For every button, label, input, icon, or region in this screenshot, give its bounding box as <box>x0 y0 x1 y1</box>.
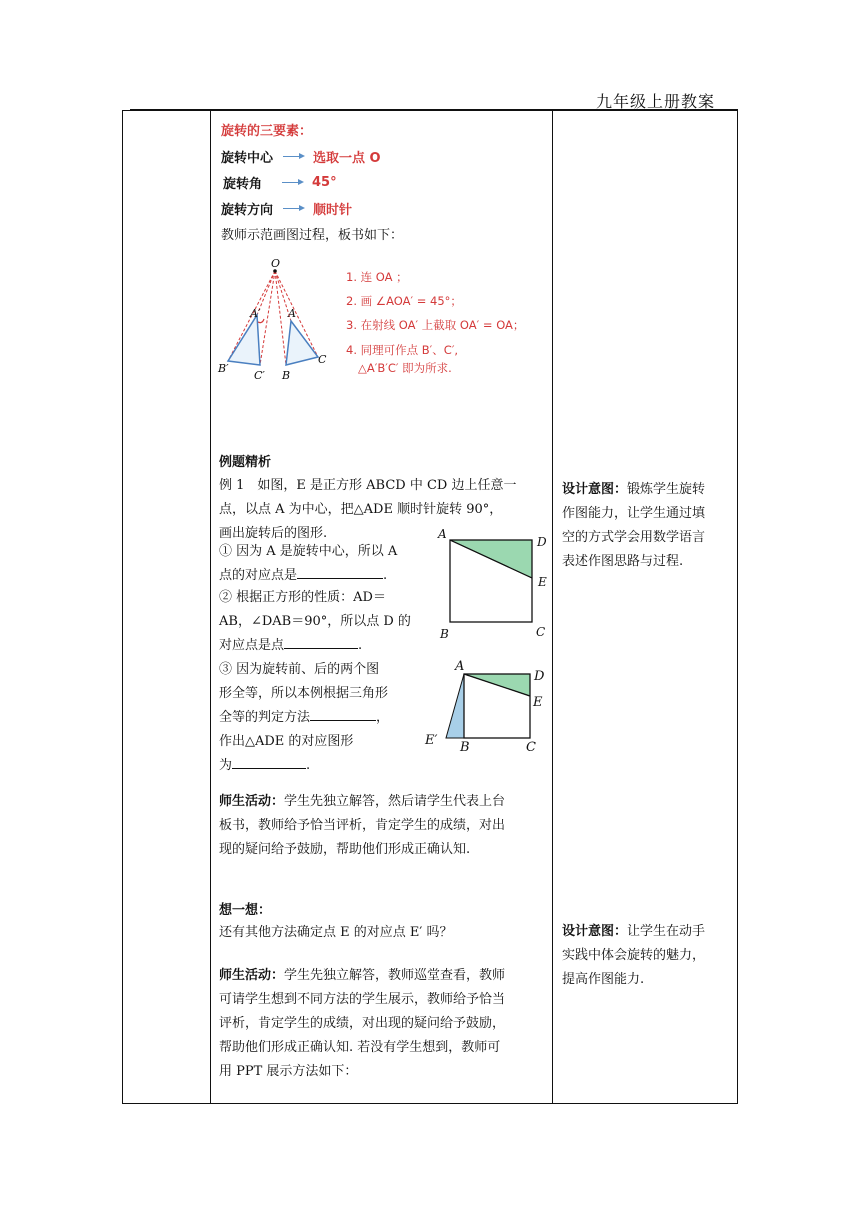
column-divider-1 <box>210 110 211 1104</box>
question-line: ③ 因为旋转前、后的两个图 <box>219 662 380 677</box>
label-D: D <box>534 669 545 684</box>
design-text: 作图能力，让学生通过填 <box>562 506 706 521</box>
design-label: 设计意图： <box>562 924 628 939</box>
label-C: C <box>318 353 327 366</box>
activity-text: 用 PPT 展示方法如下： <box>219 1064 358 1079</box>
activity-label: 师生活动： <box>219 794 285 809</box>
activity-text: 学生先独立解答，教师巡堂查看，教师 <box>284 968 506 983</box>
example-intro-line: 例 1 如图，E 是正方形 ABCD 中 CD 边上任意一 <box>219 478 517 493</box>
square-figure-rotated <box>422 656 554 756</box>
label-E: E <box>538 575 547 589</box>
question-line: ② 根据正方形的性质：AD＝ <box>219 590 386 605</box>
page-header: 九年级上册教案 <box>596 92 716 111</box>
label-E: E <box>533 695 543 710</box>
activity-text: 板书，教师给予恰当评析，肯定学生的成绩，对出 <box>219 818 506 833</box>
element-row-direction <box>221 199 352 218</box>
punct: . <box>306 758 311 773</box>
element-row-angle <box>223 173 337 192</box>
question-line: 点的对应点是 <box>219 568 298 583</box>
arrow-right-icon <box>282 182 302 183</box>
design-text: 提高作图能力. <box>562 972 645 987</box>
think-title: 想一想： <box>219 903 272 918</box>
rotation-demo-figure <box>214 255 339 385</box>
activity-text: 学生先独立解答，然后请学生代表上台 <box>284 794 506 809</box>
step-5: △A′B′C′ 即为所求. <box>358 361 452 375</box>
answer-blank[interactable] <box>284 634 358 649</box>
activity-text: 评析，肯定学生的成绩，对出现的疑问给予鼓励， <box>219 1016 506 1031</box>
activity-label: 师生活动： <box>219 968 285 983</box>
question-3 <box>219 658 389 778</box>
label-B: B <box>440 627 449 641</box>
question-line: 作出△ADE 的对应图形 <box>219 734 354 749</box>
design-text: 表述作图思路与过程. <box>562 554 684 569</box>
design-text: 让学生在动手 <box>627 924 706 939</box>
question-line: 全等的判定方法 <box>219 710 311 725</box>
element-row-center <box>221 147 381 166</box>
label-C: C <box>526 740 536 755</box>
activity-text: 帮助他们形成正确认知. 若没有学生想到，教师可 <box>219 1040 501 1055</box>
think-question: 还有其他方法确定点 E 的对应点 E′ 吗？ <box>219 925 453 940</box>
punct: . <box>358 638 363 653</box>
label-E-prime: E′ <box>425 733 438 748</box>
question-line: ① 因为 A 是旋转中心，所以 A <box>219 544 398 559</box>
teacher-student-activity-1 <box>219 790 551 862</box>
label-A: A <box>438 528 447 541</box>
construction-steps <box>346 265 524 377</box>
activity-text: 可请学生想到不同方法的学生展示，教师给予恰当 <box>219 992 506 1007</box>
label-B: B <box>460 740 470 755</box>
element-label: 旋转方向 <box>221 203 274 218</box>
step-1: 1. 连 OA ； <box>346 270 408 284</box>
label-B: B <box>282 369 291 382</box>
label-A: A <box>455 659 465 674</box>
element-label: 旋转中心 <box>221 151 274 166</box>
element-value: 顺时针 <box>313 203 353 218</box>
question-line: AB，∠DAB＝90°，所以点 D 的 <box>219 614 411 629</box>
question-1 <box>219 540 397 588</box>
label-C: C <box>536 625 546 639</box>
label-O: O <box>271 257 281 270</box>
step-3: 3. 在射线 OA′ 上截取 OA′ = OA； <box>346 318 525 332</box>
design-text: 空的方式学会用数学语言 <box>562 530 706 545</box>
design-intent-1 <box>562 478 732 574</box>
label-D: D <box>537 535 547 549</box>
label-B-prime: B′ <box>218 362 229 375</box>
punct: ， <box>376 710 390 725</box>
design-text: 实践中体会旋转的魅力， <box>562 948 706 963</box>
label-C-prime: C′ <box>254 369 265 382</box>
step-2: 2. 画 ∠AOA′ = 45°； <box>346 294 462 308</box>
answer-blank[interactable] <box>297 564 383 579</box>
arrow-right-icon <box>283 208 303 209</box>
answer-blank[interactable] <box>232 754 306 769</box>
example-section-title: 例题精析 <box>219 455 272 470</box>
label-A: A <box>288 307 296 320</box>
example-intro-line: 点，以点 A 为中心，把△ADE 顺时针旋转 90°， <box>219 502 503 517</box>
design-intent-2 <box>562 920 732 992</box>
element-value: 选取一点 O <box>313 151 381 166</box>
label-A-prime: A′ <box>250 307 261 320</box>
element-label: 旋转角 <box>223 177 263 192</box>
design-text: 锻炼学生旋转 <box>627 482 706 497</box>
element-value: 45° <box>312 175 337 190</box>
question-2 <box>219 586 411 658</box>
step-4: 4. 同理可作点 B′、C′, <box>346 343 459 357</box>
teacher-student-activity-2 <box>219 964 551 1084</box>
punct: . <box>383 568 388 583</box>
question-line: 为 <box>219 758 233 773</box>
question-line: 形全等，所以本例根据三角形 <box>219 686 389 701</box>
teacher-demo-text: 教师示范画图过程，板书如下： <box>221 228 404 243</box>
example-intro-line: 画出旋转后的图形. <box>219 526 328 541</box>
arrow-right-icon <box>283 156 303 157</box>
design-label: 设计意图： <box>562 482 628 497</box>
answer-blank[interactable] <box>310 706 376 721</box>
square-figure-original <box>436 528 554 642</box>
activity-text: 现的疑问给予鼓励，帮助他们形成正确认知. <box>219 842 471 857</box>
question-line: 对应点是点 <box>219 638 285 653</box>
rotation-elements-title: 旋转的三要素： <box>221 124 313 139</box>
